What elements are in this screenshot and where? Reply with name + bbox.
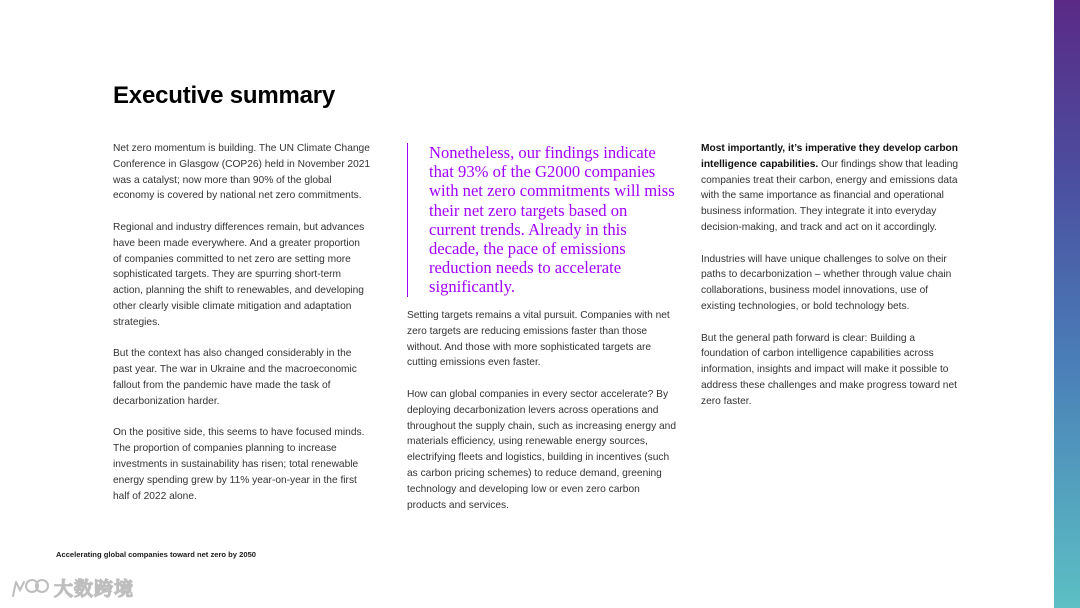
col3-lead-rest: Our findings show that leading companies treat their carbon, energy and emissions data with the same importance as financial and operational business information. They integrate it into everyday decision-making, and track and act on it accordingly. [701,158,959,233]
col2-paragraph-2: How can global companies in every sector accelerate? By deploying decarbonization levers across operations and throughout the supply chain, such as increasing energy and materials efficiency, using renewable energy sources, electrifying fleets and logistics, building in incentives (such as carbon pricing schemes) to reduce demand, greening technology and developing low or even zero carbon products and services. [407,388,677,511]
footer-caption: Accelerating global companies toward net zero by 2050 [56,550,257,559]
col1-paragraph-1: Net zero momentum is building. The UN Climate Change Conference in Glasgow (COP26) held in November 2021 was a catalyst; now more than 90% of the global economy is covered by national net zero commitments. [113,143,371,202]
side-gradient-bar [1054,0,1080,608]
column-2 [407,308,679,529]
watermark-text: 大数跨境 [54,578,135,600]
page-title: Executive summary [113,82,336,109]
watermark [10,574,134,601]
col1-paragraph-4: On the positive side, this seems to have focused minds. The proportion of companies planning to increase investments in sustainability has risen; total renewable energy spending grew by 11% year-on-year in the first half of 2022 alone. [113,427,365,502]
col3-lead-paragraph [701,141,963,236]
pull-quote: Nonetheless, our findings indicate that 93% of the G2000 companies with net zero commitments will miss their net zero targets based on current trends. Already in this decade, the pace of emissions reduction needs to accelerate significantly. [407,143,677,297]
col3-paragraph-3: But the general path forward is clear: Building a foundation of carbon intelligence capabilities across information, insights and impact will make it possible to address these challenges and make progress toward net zero faster. [701,332,957,407]
watermark-logo-icon [10,576,50,600]
col1-paragraph-2: Regional and industry differences remain, but advances have been made everywhere. And a greater proportion of companies committed to net zero are setting more sophisticated targets. They are spurring short-term action, planning the shift to renewables, and developing other clearly visible climate mitigation and adaptation strategies. [113,221,365,328]
column-1 [113,141,371,520]
col3-lead-bold: Most importantly, it’s imperative they develop carbon intelligence capabilities. [701,143,959,170]
col1-paragraph-3: But the context has also changed considerably in the past year. The war in Ukraine and the macroeconomic fallout from the pandemic have made the task of decarbonization harder. [113,348,357,407]
column-3 [701,141,963,425]
col3-paragraph-2: Industries will have unique challenges to solve on their paths to decarbonization – whether through value chain collaborations, business model innovations, use of existing technologies, or bold technology bets. [701,253,952,312]
col2-paragraph-1: Setting targets remains a vital pursuit. Companies with net zero targets are reducing emissions faster than those without. And those with more sophisticated targets are cutting emissions even faster. [407,310,670,369]
